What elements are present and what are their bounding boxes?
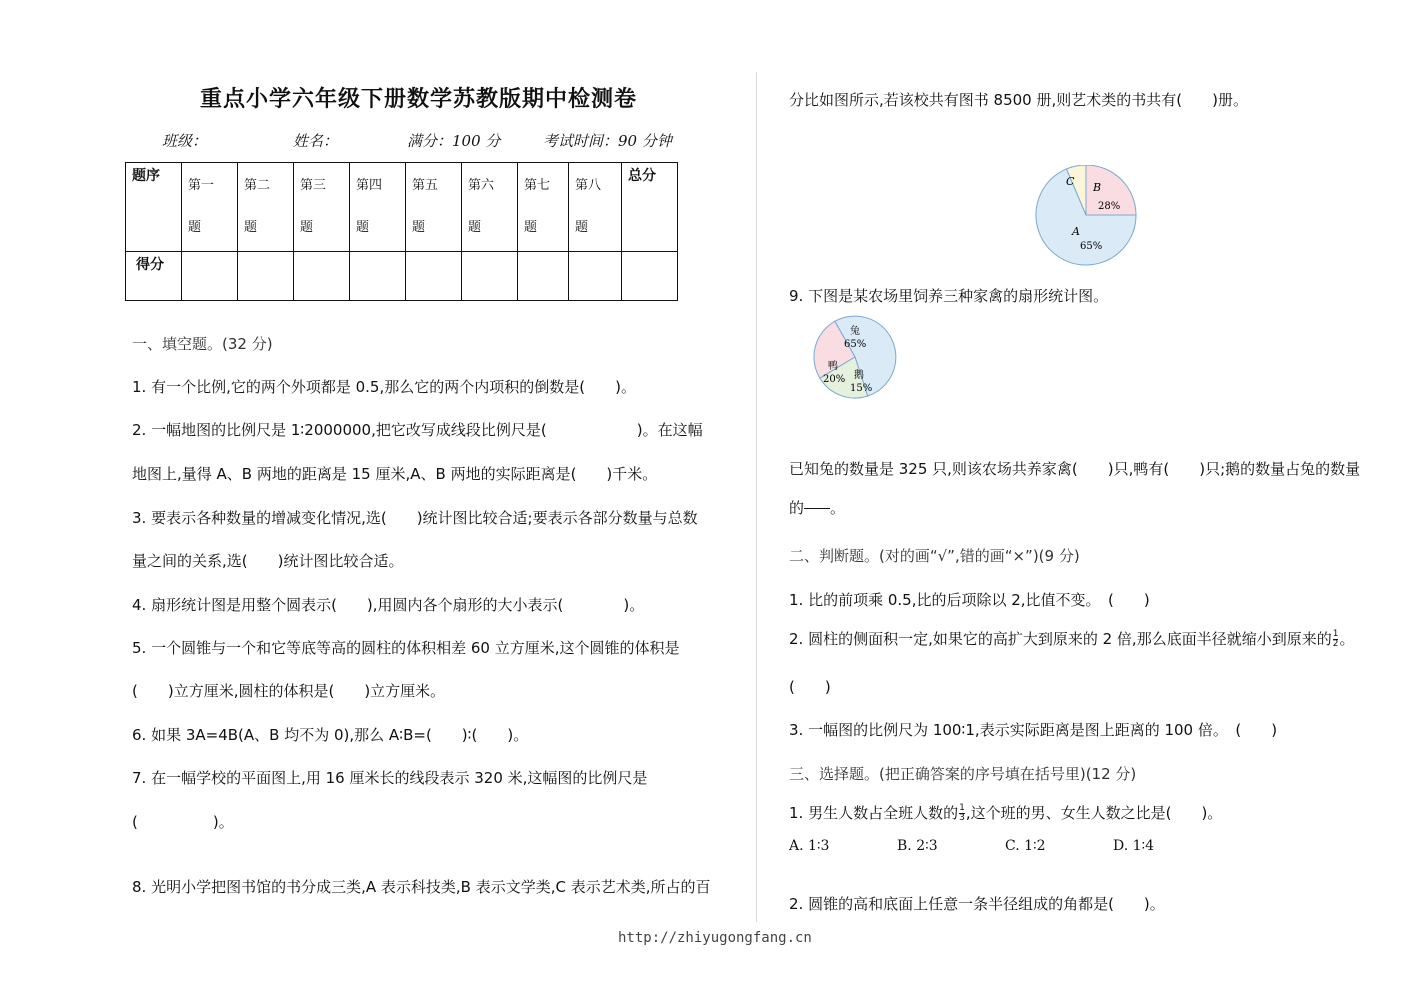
pie-label-a: A — [1072, 225, 1080, 238]
score-cell[interactable] — [518, 252, 569, 301]
pie-label-rabbit-pct: 65% — [844, 339, 867, 350]
choice-1-option-a[interactable]: A. 1∶3 — [789, 838, 830, 854]
score-cell[interactable] — [406, 252, 462, 301]
question-9: 9. 下图是某农场里饲养三种家禽的扇形统计图。 — [789, 287, 1109, 305]
question-1: 1. 有一个比例,它的两个外项都是 0.5,那么它的两个内项积的倒数是( )。 — [132, 378, 636, 396]
time-label: 考试时间：90 分钟 — [543, 132, 672, 150]
table-header-first: 题序 — [126, 163, 182, 252]
choice-1: 1. 男生人数占全班人数的 $\frac{1}{3}$ ,这个班的男、女生人数之比是( )。 — [789, 803, 1223, 823]
footer-url[interactable]: http://zhiyugongfang.cn — [618, 930, 812, 946]
score-cell[interactable] — [294, 252, 350, 301]
section-judgement: 二、判断题。(对的画“√”,错的画“×”)(9 分) — [789, 547, 1080, 565]
section-fill-in: 一、填空题。(32 分) — [132, 335, 273, 353]
fraction-half: $\frac{1}{2}$ — [1332, 629, 1339, 649]
choice-1-option-c[interactable]: C. 1∶2 — [1005, 838, 1046, 854]
question-9-continued: 已知兔的数量是 325 只,则该农场共养家禽( )只,鸭有( )只;鹅的数量占兔的数量 — [789, 460, 1361, 478]
pie-label-a-pct: 65% — [1080, 241, 1103, 252]
judgement-3: 3. 一幅图的比例尺为 100∶1,表示实际距离是图上距离的 100 倍。 ( ) — [789, 721, 1278, 739]
score-cell[interactable] — [462, 252, 518, 301]
question-8: 8. 光明小学把图书馆的书分成三类,A 表示科技类,B 表示文学类,C 表示艺术类,所占的百 — [132, 878, 711, 896]
choice-1-option-b[interactable]: B. 2∶3 — [897, 838, 938, 854]
column-divider — [756, 72, 757, 922]
pie-label-duck: 鸭 — [828, 361, 838, 372]
judgement-2: 2. 圆柱的侧面积一定,如果它的高扩大到原来的 2 倍,那么底面半径就缩小到原来的 $\frac{1}{2}$ 。 — [789, 629, 1355, 649]
judgement-1: 1. 比的前项乘 0.5,比的后项除以 2,比值不变。 ( ) — [789, 591, 1150, 609]
score-cell[interactable] — [182, 252, 238, 301]
table-row-label: 得分 — [126, 252, 182, 301]
pie-label-c: C — [1066, 175, 1075, 188]
question-2-line1: 2. 一幅地图的比例尺是 1∶2000000,把它改写成线段比例尺是( )。在这幅 — [132, 421, 703, 439]
pie-label-goose-pct: 15% — [850, 383, 873, 394]
question-8-continued: 分比如图所示,若该校共有图书 8500 册,则艺术类的书共有( )册。 — [789, 91, 1248, 109]
choice-1-option-d[interactable]: D. 1∶4 — [1113, 838, 1155, 854]
table-header-col: 第五 题 — [406, 163, 462, 252]
library-books-pie-chart — [1030, 165, 1142, 269]
pie-label-b-pct: 28% — [1098, 201, 1121, 212]
class-label: 班级： — [162, 132, 208, 150]
judgement-2-paren: ( ) — [789, 678, 831, 696]
choice-2: 2. 圆锥的高和底面上任意一条半径组成的角都是( )。 — [789, 895, 1165, 913]
question-2-line2: 地图上,量得 A、B 两地的距离是 15 厘米,A、B 两地的实际距离是( )千米。 — [132, 465, 658, 483]
question-5-line2: ( )立方厘米,圆柱的体积是( )立方厘米。 — [132, 682, 446, 700]
score-cell[interactable] — [350, 252, 406, 301]
pie-label-b: B — [1093, 181, 1102, 194]
page-title: 重点小学六年级下册数学苏教版期中检测卷 — [200, 86, 638, 112]
score-cell[interactable] — [238, 252, 294, 301]
table-header-col: 第四 题 — [350, 163, 406, 252]
question-7-line2: ( )。 — [132, 813, 234, 831]
question-6: 6. 如果 3A=4B(A、B 均不为 0),那么 A∶B=( )∶( )。 — [132, 726, 529, 744]
question-7-line1: 7. 在一幅学校的平面图上,用 16 厘米长的线段表示 320 米,这幅图的比例尺是 — [132, 769, 648, 787]
table-header-total: 总分 — [622, 163, 678, 252]
section-choice: 三、选择题。(把正确答案的序号填在括号里)(12 分) — [789, 765, 1137, 783]
question-3-line2: 量之间的关系,选( )统计图比较合适。 — [132, 552, 404, 570]
score-cell[interactable] — [622, 252, 678, 301]
table-header-col: 第七 题 — [518, 163, 569, 252]
table-header-col: 第一 题 — [182, 163, 238, 252]
pie-label-rabbit: 兔 — [850, 326, 860, 337]
fraction-third: $\frac{1}{3}$ — [959, 803, 965, 823]
question-9-end: 的 。 — [789, 499, 846, 517]
answer-blank-fraction[interactable] — [804, 500, 830, 517]
score-label: 满分：100 分 — [407, 132, 501, 150]
question-5-line1: 5. 一个圆锥与一个和它等底等高的圆柱的体积相差 60 立方厘米,这个圆锥的体积是 — [132, 639, 680, 657]
question-4: 4. 扇形统计图是用整个圆表示( ),用圆内各个扇形的大小表示( )。 — [132, 596, 645, 614]
question-3-line1: 3. 要表示各种数量的增减变化情况,选( )统计图比较合适;要表示各部分数量与总数 — [132, 509, 698, 527]
name-label: 姓名： — [293, 132, 339, 150]
score-cell[interactable] — [569, 252, 622, 301]
table-header-col: 第八 题 — [569, 163, 622, 252]
table-header-col: 第二 题 — [238, 163, 294, 252]
table-header-col: 第三 题 — [294, 163, 350, 252]
score-table — [125, 162, 678, 301]
farm-poultry-pie-chart — [810, 314, 900, 400]
pie-label-goose: 鹅 — [854, 370, 864, 381]
pie-label-duck-pct: 20% — [823, 374, 846, 385]
table-header-col: 第六 题 — [462, 163, 518, 252]
